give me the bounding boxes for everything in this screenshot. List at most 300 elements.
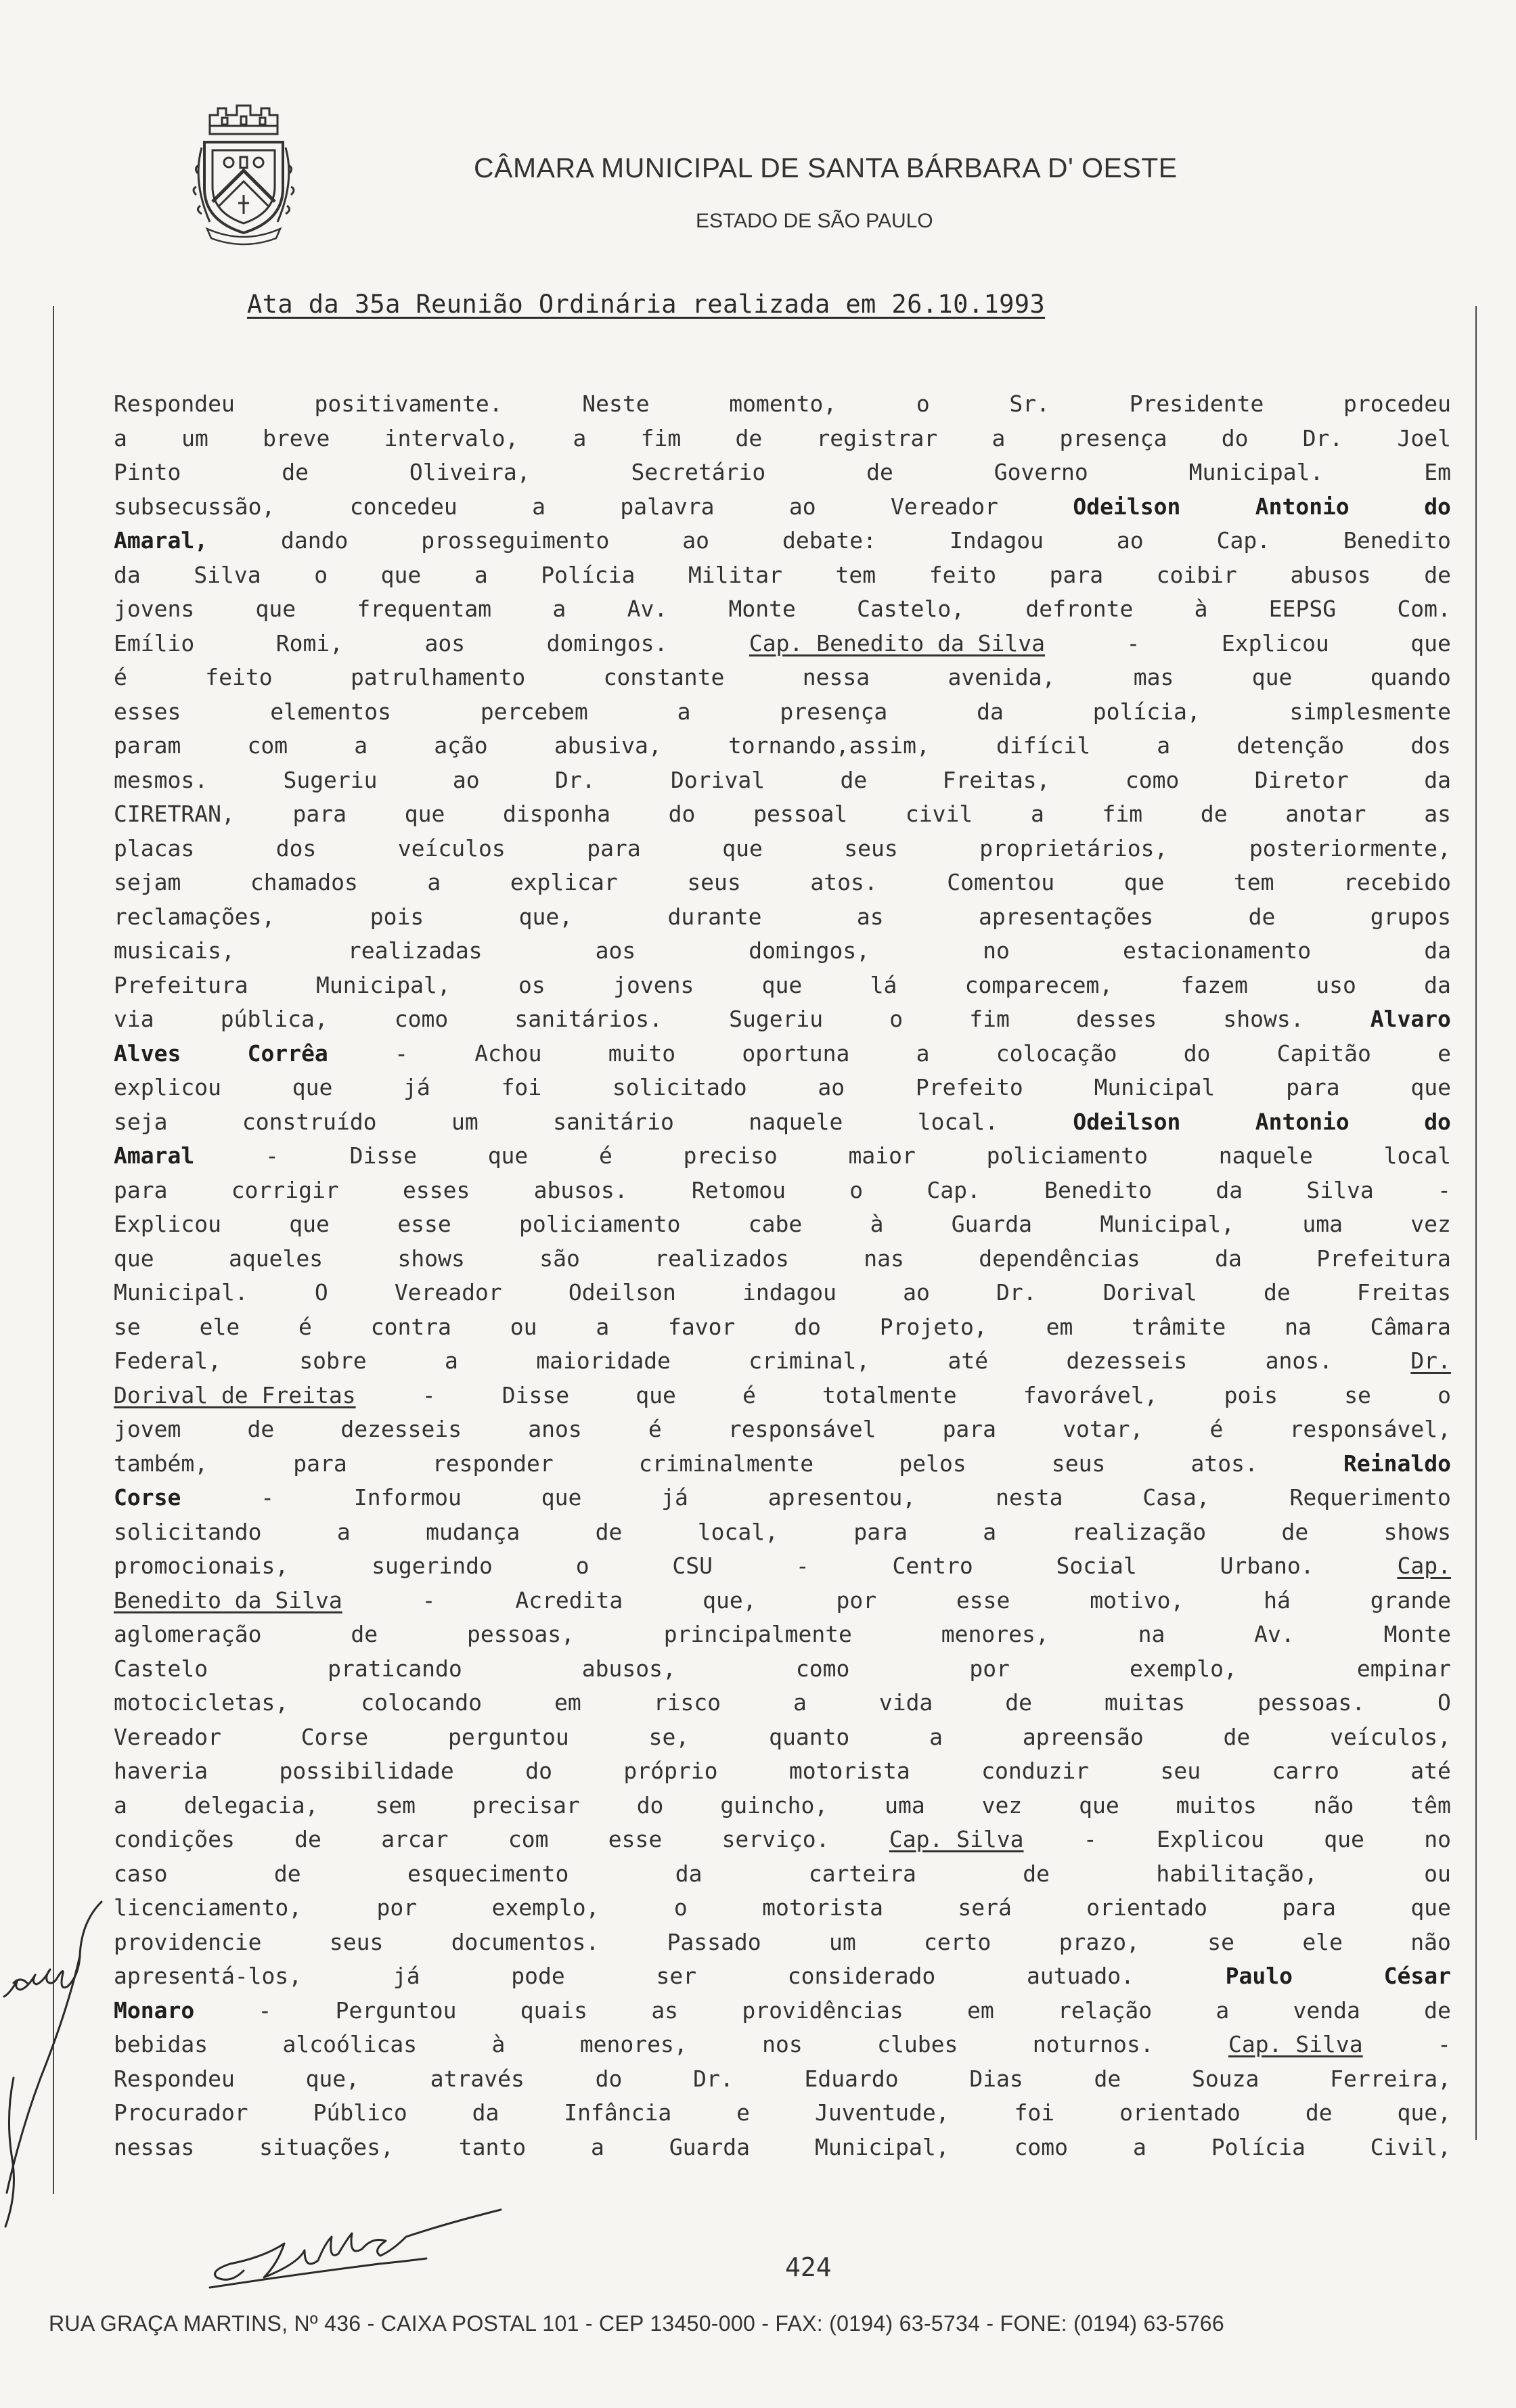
word: muitas (1104, 1689, 1186, 1716)
word: a (532, 493, 546, 520)
word: Infância (564, 2099, 672, 2126)
word: naquele (749, 1108, 843, 1135)
word: a (1030, 801, 1044, 827)
word: Vereador (394, 1279, 502, 1306)
word: Dorival (671, 766, 765, 793)
word: domingos. (546, 629, 668, 656)
word: CIRETRAN, (114, 801, 235, 827)
word: Av. (1254, 1621, 1295, 1647)
word: alcoólicas (282, 2031, 418, 2057)
word: Sugeriu (283, 766, 378, 793)
word: Governo (994, 459, 1088, 485)
word: que, (1397, 2099, 1451, 2126)
word: fim (1102, 801, 1143, 827)
word: à (491, 2031, 506, 2057)
word: local (1383, 1142, 1451, 1169)
word: Souza (1192, 2065, 1259, 2092)
word: o (673, 1894, 688, 1921)
word: responsável, (1289, 1416, 1451, 1442)
word: O (1437, 1689, 1451, 1716)
word: menores, (579, 2031, 688, 2057)
word: a (573, 424, 587, 451)
word: já (403, 1074, 430, 1100)
word: Pinto (114, 459, 181, 485)
word: Silva (194, 561, 261, 588)
word: civil (905, 801, 973, 827)
word: a (1132, 2133, 1146, 2160)
text-line (114, 524, 1451, 558)
word: ou (1424, 1860, 1451, 1887)
word: Castelo (114, 1655, 208, 1682)
word: anos. (1265, 1347, 1333, 1374)
word: fim (640, 424, 682, 451)
word: Municipal (1094, 1074, 1216, 1100)
word: da (1215, 1245, 1242, 1272)
word: solicitando (114, 1518, 262, 1545)
word: lá (870, 971, 897, 998)
text-line (114, 797, 1451, 832)
word: em (967, 1997, 994, 2024)
word: desses (1076, 1006, 1157, 1032)
word: elementos (270, 698, 391, 725)
word: Silva (1306, 1176, 1374, 1203)
word: para (1282, 1894, 1336, 1921)
text-line (114, 1823, 1451, 1857)
word: Municipal, (814, 2133, 950, 2160)
word: da (472, 2099, 499, 2126)
text-line (114, 729, 1451, 763)
word: autuado. (1026, 1963, 1134, 1989)
word: que (1123, 869, 1165, 895)
text-line (114, 1789, 1451, 1823)
word: que (722, 834, 763, 862)
word: menores, (941, 1621, 1049, 1647)
word: a (1157, 732, 1171, 759)
word: a (114, 424, 127, 451)
word: serviço. (721, 1826, 830, 1852)
word: local. (917, 1108, 998, 1135)
word: de (1023, 1860, 1050, 1887)
word: com (247, 732, 288, 759)
word: de (866, 459, 893, 485)
word: explicou (114, 1074, 221, 1100)
word: praticando (328, 1655, 462, 1682)
word: de (1305, 2099, 1333, 2126)
text-line (114, 1549, 1451, 1584)
word: Prefeitura (114, 971, 248, 998)
text-line (114, 1857, 1451, 1892)
word: que (1410, 629, 1451, 656)
word: se (1344, 1381, 1371, 1408)
word: Prefeitura (1316, 1245, 1451, 1272)
word: um (828, 1928, 856, 1955)
word: e (736, 2099, 751, 2126)
word: na (1285, 1313, 1312, 1340)
word: Castelo, (857, 596, 965, 622)
word: são (539, 1245, 580, 1272)
word: O (314, 1279, 328, 1306)
word: construído (242, 1108, 377, 1135)
word: seja (114, 1108, 168, 1135)
word: que, (703, 1586, 757, 1613)
speaker-name: Amaral, (114, 527, 208, 554)
word: a (354, 732, 368, 759)
word: risco (653, 1689, 721, 1716)
word: Corse (300, 1723, 369, 1750)
word: por (836, 1586, 877, 1613)
word: Guarda (669, 2133, 751, 2160)
text-line (114, 1959, 1451, 1994)
word: da (114, 561, 141, 588)
word: Juventude, (814, 2099, 950, 2126)
word: condições (114, 1826, 235, 1852)
word: muitos (1176, 1791, 1257, 1819)
word: shows (1383, 1518, 1451, 1545)
word: que (1410, 1894, 1451, 1921)
word: nas (864, 1245, 904, 1272)
text-line (114, 2096, 1451, 2131)
word: maioridade (536, 1347, 671, 1374)
word: esquecimento (407, 1860, 569, 1887)
text-line (114, 1994, 1451, 2028)
word: - (1083, 1826, 1097, 1852)
text-line (114, 1242, 1451, 1276)
word: Benedito (1044, 1176, 1153, 1203)
word: se (1207, 1928, 1235, 1955)
word: motorista (762, 1894, 883, 1921)
word: a (336, 1518, 351, 1545)
word: do (794, 1313, 821, 1340)
word: seus (329, 1928, 384, 1955)
text-line (114, 1720, 1451, 1755)
word: - (258, 1997, 272, 2024)
word: considerado (787, 1963, 936, 1989)
word: Monte (728, 596, 796, 622)
speaker-name: do (1424, 1108, 1451, 1135)
word: se (114, 1313, 141, 1340)
word: realização (1071, 1518, 1207, 1545)
word: CSU (672, 1553, 713, 1579)
word: abusos. (533, 1176, 628, 1203)
word: indagou (742, 1279, 837, 1306)
word: a (427, 869, 441, 895)
word: positivamente. (314, 391, 503, 417)
word: que (487, 1142, 529, 1169)
word: nos (762, 2031, 803, 2057)
word: principalmente (663, 1621, 852, 1647)
word: Procurador (114, 2099, 248, 2126)
word: há (1264, 1586, 1291, 1613)
underlined-speaker: Cap. (1397, 1553, 1451, 1579)
word: fim (969, 1006, 1010, 1032)
word: para (114, 1176, 168, 1203)
word: até (948, 1347, 989, 1374)
word: promocionais, (114, 1553, 289, 1579)
word: ele (1302, 1928, 1343, 1955)
text-line (114, 1310, 1451, 1345)
word: comparecem, (964, 971, 1113, 998)
word: para (292, 801, 347, 827)
word: será (958, 1894, 1012, 1921)
word: clubes (877, 2031, 958, 2057)
word: - (422, 1381, 436, 1408)
word: ao (818, 1074, 845, 1100)
word: - (1437, 1176, 1451, 1203)
word: colocação (996, 1040, 1117, 1067)
text-line (114, 558, 1451, 593)
word: Acredita (515, 1586, 623, 1613)
word: prazo, (1058, 1928, 1140, 1955)
word: a (1216, 1997, 1230, 2024)
word: Explicou (114, 1211, 221, 1237)
word: as (856, 903, 884, 930)
speaker-name: Odeilson (1073, 493, 1181, 520)
word: apresentou, (767, 1484, 916, 1511)
word: seus (844, 834, 898, 862)
word: Av. (627, 596, 668, 622)
word: dos (1410, 732, 1451, 759)
word: como (1014, 2133, 1069, 2160)
word: - (795, 1553, 809, 1579)
word: vez (1410, 1211, 1451, 1237)
word: seus (1051, 1450, 1106, 1477)
word: jovem (114, 1416, 181, 1442)
word: precisar (472, 1791, 580, 1819)
word: totalmente (822, 1381, 957, 1408)
word: esses (402, 1176, 470, 1203)
word: de (294, 1826, 321, 1852)
word: nessas (114, 2133, 195, 2160)
word: pode (511, 1963, 565, 1989)
word: pública, (220, 1006, 328, 1032)
word: musicais, (114, 937, 235, 964)
word: exemplo, (491, 1894, 600, 1921)
word: Informou (353, 1484, 462, 1511)
word: do (1221, 424, 1249, 451)
word: Cap. (1216, 527, 1271, 554)
text-line (114, 1481, 1451, 1515)
underlined-speaker: Dr. (1410, 1347, 1451, 1374)
word: do (668, 801, 696, 827)
word: como (394, 1006, 449, 1032)
word: nessa (802, 664, 870, 690)
word: Diretor (1254, 766, 1349, 793)
word: Romi, (275, 629, 344, 656)
word: esse (956, 1586, 1010, 1613)
word: caso (114, 1860, 168, 1887)
word: habilitação, (1156, 1860, 1318, 1887)
text-line (114, 661, 1451, 695)
word: seus (687, 869, 741, 895)
word: anotar (1285, 801, 1366, 827)
word: empinar (1356, 1655, 1451, 1682)
text-line (114, 1412, 1451, 1447)
word: em (554, 1689, 581, 1716)
word: licenciamento, (114, 1894, 303, 1921)
word: tem (1233, 869, 1274, 895)
word: Dias (969, 2065, 1023, 2092)
word: o (916, 391, 930, 417)
word: fazem (1180, 971, 1248, 998)
word: colocando (361, 1689, 483, 1716)
text-line (114, 1037, 1451, 1071)
word: procedeu (1343, 391, 1451, 417)
underlined-speaker: Dorival de Freitas (114, 1381, 356, 1408)
text-line (114, 763, 1451, 798)
word: Retomou (691, 1176, 786, 1203)
word: Ferreira, (1330, 2065, 1451, 2092)
word: sanitário (553, 1108, 674, 1135)
word: a (445, 1347, 458, 1374)
word: policiamento (986, 1142, 1149, 1169)
word: a (991, 424, 1006, 451)
word: na (1138, 1621, 1165, 1647)
word: apreensão (1022, 1723, 1144, 1750)
word: guincho, (720, 1791, 828, 1819)
word: Sugeriu (729, 1006, 824, 1032)
word: que (1079, 1791, 1119, 1819)
word: esse (397, 1211, 451, 1237)
word: cabe (748, 1211, 803, 1237)
word: vez (981, 1791, 1023, 1819)
word: de (1248, 903, 1276, 930)
word: Municipal, (316, 971, 451, 998)
word: ao (903, 1279, 930, 1306)
word: oportuna (742, 1040, 850, 1067)
text-line (114, 1207, 1451, 1242)
text-line (114, 592, 1451, 627)
word: motivo, (1090, 1586, 1184, 1613)
word: venda (1293, 1997, 1360, 2024)
word: é (114, 664, 127, 690)
word: solicitado (612, 1074, 747, 1100)
word: não (1410, 1928, 1451, 1955)
word: a (793, 1689, 807, 1716)
word: Com. (1397, 596, 1451, 622)
word: providências (742, 1997, 904, 2024)
word: aqueles (229, 1245, 324, 1272)
word: Social (1056, 1553, 1137, 1579)
word: Polícia (541, 561, 636, 588)
word: motocicletas, (114, 1689, 289, 1716)
word: Federal, (114, 1347, 221, 1374)
word: que (636, 1381, 676, 1408)
word: os (518, 971, 545, 998)
word: que (1324, 1826, 1364, 1852)
word: Urbano. (1220, 1553, 1314, 1579)
text-line (114, 1652, 1451, 1687)
word: pois (370, 903, 424, 930)
word: - (1437, 2031, 1451, 2057)
word: Secretário (631, 459, 766, 485)
text-line (114, 490, 1451, 525)
bottom-signature (203, 2196, 508, 2298)
text-line (114, 1447, 1451, 1481)
word: para (293, 1450, 347, 1477)
word: Indagou (949, 527, 1044, 554)
word: Explicou (1157, 1826, 1264, 1852)
word: de (735, 424, 763, 451)
word: haveria (114, 1758, 208, 1784)
word: já (661, 1484, 688, 1511)
speaker-name: Amaral (114, 1142, 195, 1169)
word: apresentá-los, (114, 1963, 303, 1989)
word: Presidente (1129, 391, 1264, 417)
word: da (977, 698, 1004, 725)
word: ação (434, 732, 488, 759)
word: responder (432, 1450, 554, 1477)
word: percebem (480, 698, 588, 725)
word: a (677, 698, 691, 725)
word: Freitas, (942, 766, 1050, 793)
word: de (595, 1518, 623, 1545)
word: debate: (782, 527, 877, 554)
word: muito (608, 1040, 676, 1067)
text-line (114, 1002, 1451, 1037)
word: que (541, 1484, 582, 1511)
text-line (114, 1515, 1451, 1550)
word: foi (1014, 2099, 1055, 2126)
word: anos (528, 1416, 582, 1442)
word: preciso (683, 1142, 778, 1169)
word: pessoal (753, 801, 848, 827)
word: de (1094, 2065, 1121, 2092)
text-line (114, 2028, 1451, 2062)
word: documentos. (451, 1928, 600, 1955)
text-line (114, 1379, 1451, 1413)
word: sem (375, 1791, 416, 1819)
text-line (114, 900, 1451, 935)
word: uma (885, 1791, 925, 1819)
word: da (675, 1860, 703, 1887)
text-line (114, 455, 1451, 490)
text-line (114, 1925, 1451, 1960)
minutes-body (114, 387, 1451, 2164)
word: ou (510, 1313, 537, 1340)
margin-signature (0, 1875, 115, 2254)
word: Passado (667, 1928, 761, 1955)
word: recebido (1343, 869, 1451, 895)
word: policiamento (519, 1211, 681, 1237)
word: Oliveira, (409, 459, 531, 485)
word: para (853, 1518, 908, 1545)
text-line (114, 2131, 1451, 2165)
word: uso (1316, 971, 1356, 998)
word: Projeto, (879, 1313, 987, 1340)
document-title: Ata da 35a Reunião Ordinária realizada em 26.10.1993 (247, 290, 1046, 319)
municipal-coat-of-arms-icon (190, 100, 298, 246)
word: ao (788, 493, 816, 520)
word: Centro (892, 1553, 973, 1579)
word: para (1286, 1074, 1340, 1100)
word: via (114, 1006, 154, 1032)
text-line (114, 422, 1451, 456)
word: que (1251, 664, 1293, 690)
footer-address: RUA GRAÇA MARTINS, Nº 436 - CAIXA POSTAL 101 - CEP 13450-000 - FAX: (0194) 63-5734 - FONE: (0194) 63-5766 (49, 2311, 1224, 2336)
word: Benedito (1343, 527, 1451, 554)
word: vida (878, 1689, 933, 1716)
word: posteriormente, (1249, 834, 1451, 862)
word: atos. (1190, 1450, 1258, 1477)
word: que, (518, 903, 573, 930)
word: Polícia (1211, 2133, 1306, 2160)
word: um (451, 1108, 478, 1135)
speaker-name: Alvaro (1370, 1006, 1451, 1032)
word: possibilidade (279, 1758, 454, 1784)
institution-state: ESTADO DE SÃO PAULO (696, 210, 933, 232)
word: criminal, (749, 1347, 870, 1374)
word: abusiva, (554, 732, 662, 759)
